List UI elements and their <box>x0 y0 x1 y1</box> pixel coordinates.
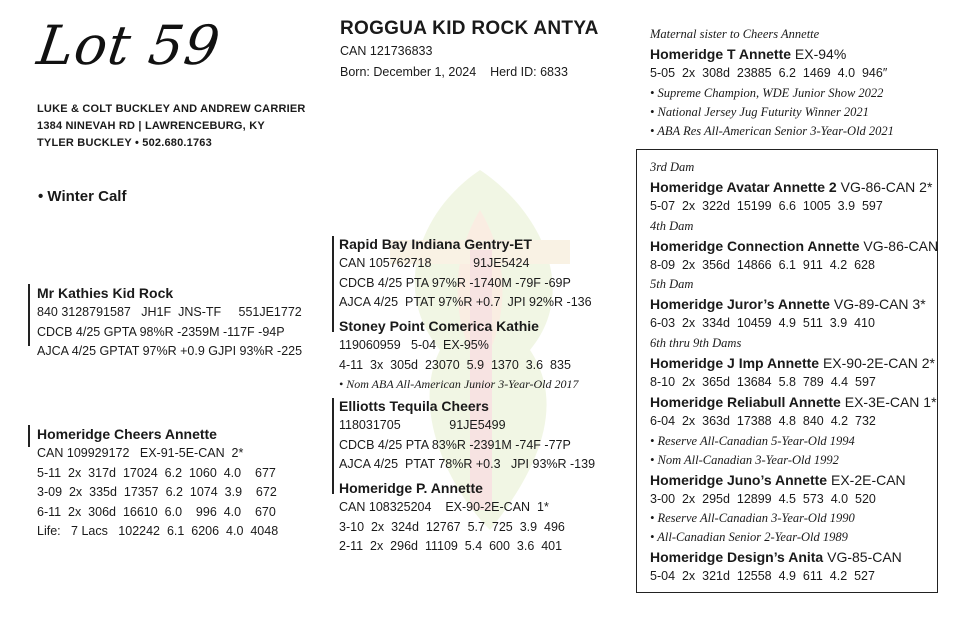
sire-dam-record: 4-11 3x 305d 23070 5.9 1370 3.6 835 <box>339 357 571 372</box>
owner-names: LUKE & COLT BUCKLEY AND ANDREW CARRIER <box>37 103 306 115</box>
lot-number: Lot 59 <box>33 14 225 77</box>
sire-dam-name: Stoney Point Comerica Kathie <box>339 318 539 334</box>
dam-sire-name: Elliotts Tequila Cheers <box>339 398 489 414</box>
animal-name: ROGGUA KID ROCK ANTYA <box>340 18 599 39</box>
sire-bracket <box>28 284 30 346</box>
dam-lifetime: Life: 7 Lacs 102242 6.1 6206 4.0 4048 <box>37 524 279 538</box>
sire-sire-name: Rapid Bay Indiana Gentry-ET <box>339 236 532 252</box>
sire-dam-block <box>339 316 579 394</box>
sire-side-bracket <box>332 236 334 332</box>
maternal-sister-block <box>650 25 894 141</box>
maternal-sister-note-1: • Supreme Champion, WDE Junior Show 2022 <box>650 85 884 100</box>
animal-born: Born: December 1, 2024 Herd ID: 6833 <box>340 65 568 79</box>
sire-cdcb: CDCB 4/25 GPTA 98%R -2359M -117F -94P <box>37 324 285 339</box>
ninth-dam-record: 5-04 2x 321d 12558 4.9 611 4.2 527 <box>650 569 875 583</box>
dam-dam-reg: CAN 108325204 EX-90-2E-CAN 1* <box>339 500 549 514</box>
maternal-sister-name: Homeridge T Annette <box>650 46 792 62</box>
eighth-dam-classification: EX-2E-CAN <box>827 471 906 488</box>
dam-record-1: 5-11 2x 317d 17024 6.2 1060 4.0 677 <box>37 465 276 480</box>
dam-sire-reg: 118031705 91JE5499 <box>339 418 506 432</box>
fifth-dam-label: 5th Dam <box>650 277 694 291</box>
dam-dam-name: Homeridge P. Annette <box>339 480 483 496</box>
sire-block <box>37 283 302 362</box>
fourth-dam-name: Homeridge Connection Annette <box>650 237 860 254</box>
dam-name: Homeridge Cheers Annette <box>37 426 217 442</box>
third-dam-label: 3rd Dam <box>650 160 695 174</box>
maternal-sister-record: 5-05 2x 308d 23885 6.2 1469 4.0 946″ <box>650 66 888 80</box>
fifth-dam-heading <box>650 294 938 314</box>
maternal-sister-note-3: • ABA Res All-American Senior 3-Year-Old 2021 <box>650 123 894 138</box>
fourth-dam-label: 4th Dam <box>650 218 694 233</box>
eighth-dam-name: Homeridge Juno’s Annette <box>650 471 828 488</box>
sire-sire-block <box>339 234 592 313</box>
sire-sire-reg: CAN 105762718 91JE5424 <box>339 256 530 270</box>
sire-reg: 840 3128791587 JH1F JNS-TF 551JE1772 <box>37 305 302 319</box>
seventh-dam-heading <box>650 392 938 412</box>
dam-sire-ajca: AJCA 4/25 PTAT 78%R +0.3 JPI 93%R -139 <box>339 457 596 471</box>
fourth-dam-heading <box>650 236 938 256</box>
eighth-dam-record: 3-00 2x 295d 12899 4.5 573 4.0 520 <box>650 491 876 506</box>
owner-address: 1384 NINEVAH RD | LAWRENCEBURG, KY <box>37 120 265 132</box>
dam-dam-record-1: 3-10 2x 324d 12767 5.7 725 3.9 496 <box>339 519 565 534</box>
seventh-dam-note-1: • Reserve All-Canadian 5-Year-Old 1994 <box>650 433 855 448</box>
seventh-dam-classification: EX-3E-CAN 1* <box>840 394 937 410</box>
dam-side-bracket <box>332 398 334 494</box>
owner-contact: TYLER BUCKLEY • 502.680.1763 <box>37 137 212 149</box>
maternal-sister-classification: EX-94% <box>791 46 847 62</box>
fifth-dam-name: Homeridge Juror’s Annette <box>650 296 830 312</box>
category-label: • Winter Calf <box>38 188 127 205</box>
owner-info <box>37 101 306 152</box>
sixth-dam-record: 8-10 2x 365d 13684 5.8 789 4.4 597 <box>650 374 876 389</box>
sire-sire-ajca: AJCA 4/25 PTAT 97%R +0.7 JPI 92%R -136 <box>339 295 592 309</box>
dam-reg: CAN 109929172 EX-91-5E-CAN 2* <box>37 446 244 460</box>
dam-dam-block <box>339 478 565 557</box>
third-dam-name: Homeridge Avatar Annette 2 <box>650 179 837 195</box>
fifth-dam-classification: VG-89-CAN 3* <box>829 296 926 312</box>
dam-block <box>37 424 278 542</box>
fifth-dam-record: 6-03 2x 334d 10459 4.9 511 3.9 410 <box>650 316 875 330</box>
eighth-dam-heading <box>650 470 938 490</box>
sire-dam-note: • Nom ABA All-American Junior 3-Year-Old 2017 <box>339 377 579 391</box>
dam-lineage-content <box>650 158 938 587</box>
dam-sire-block <box>339 396 595 475</box>
eighth-dam-note-2: • All-Canadian Senior 2-Year-Old 1989 <box>650 530 848 544</box>
seventh-dam-name: Homeridge Reliabull Annette <box>650 394 841 410</box>
fourth-dam-record: 8-09 2x 356d 14866 6.1 911 4.2 628 <box>650 257 875 272</box>
sixth-dam-classification: EX-90-2E-CAN 2* <box>819 354 935 371</box>
sire-dam-reg: 119060959 5-04 EX-95% <box>339 338 489 352</box>
fourth-dam-classification: VG-86-CAN <box>859 237 939 254</box>
third-dam-record: 5-07 2x 322d 15199 6.6 1005 3.9 597 <box>650 199 883 213</box>
maternal-sister-note-2: • National Jersey Jug Futurity Winner 2021 <box>650 104 869 119</box>
sire-ajca: AJCA 4/25 GPTAT 97%R +0.9 GJPI 93%R -225 <box>37 344 303 358</box>
dam-sire-cdcb: CDCB 4/25 PTA 83%R -2391M -74F -77P <box>339 437 571 452</box>
dam-dam-record-2: 2-11 2x 296d 11109 5.4 600 3.6 401 <box>339 539 563 553</box>
maternal-sister-label: Maternal sister to Cheers Annette <box>650 27 820 41</box>
ninth-dam-heading <box>650 547 938 567</box>
dam-record-2: 3-09 2x 335d 17357 6.2 1074 3.9 672 <box>37 485 277 499</box>
sixth-dam-heading <box>650 353 938 373</box>
seventh-dam-note-2: • Nom All-Canadian 3-Year-Old 1992 <box>650 452 839 467</box>
sire-sire-cdcb: CDCB 4/25 PTA 97%R -1740M -79F -69P <box>339 275 571 290</box>
dam-record-3: 6-11 2x 306d 16610 6.0 996 4.0 670 <box>37 504 276 519</box>
seventh-dam-record: 6-04 2x 363d 17388 4.8 840 4.2 732 <box>650 414 876 428</box>
third-dam-classification: VG-86-CAN 2* <box>836 179 933 195</box>
third-dam-heading <box>650 177 938 197</box>
maternal-sister-heading <box>650 44 894 64</box>
sixth-dam-name: Homeridge J Imp Annette <box>650 354 820 371</box>
dam-bracket <box>28 425 30 447</box>
later-dams-label: 6th thru 9th Dams <box>650 335 742 350</box>
eighth-dam-note-1: • Reserve All-Canadian 3-Year-Old 1990 <box>650 511 855 525</box>
sire-name: Mr Kathies Kid Rock <box>37 285 174 301</box>
animal-reg: CAN 121736833 <box>340 44 433 58</box>
ninth-dam-classification: VG-85-CAN <box>823 549 902 565</box>
ninth-dam-name: Homeridge Design’s Anita <box>650 549 824 565</box>
